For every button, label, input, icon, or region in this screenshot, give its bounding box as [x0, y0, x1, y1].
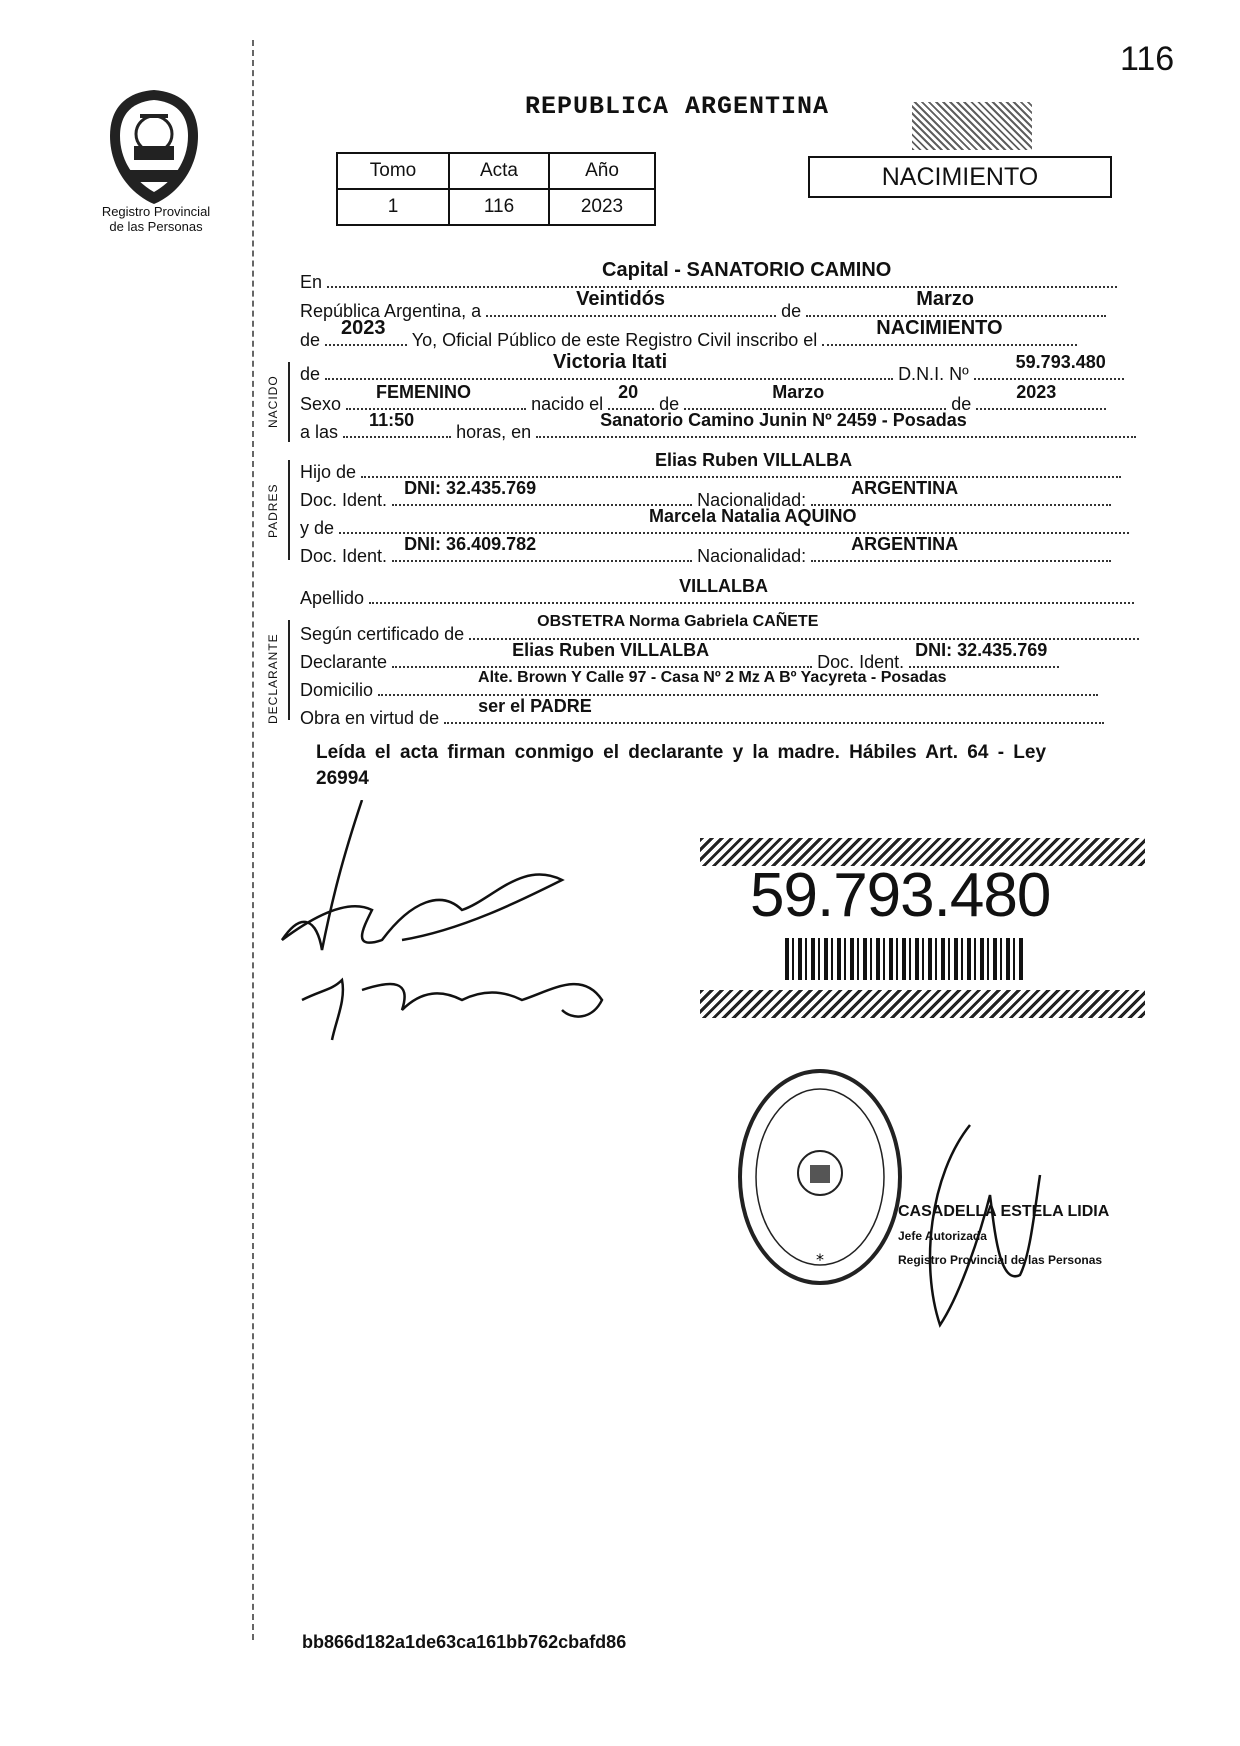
barcode	[785, 938, 1025, 980]
line-sexo: Sexo FEMENINO nacido el 20 de Marzo de 2023	[300, 390, 1106, 418]
line-father-doc: Doc. Ident. DNI: 32.435.769 Nacionalidad: ARGENTINA	[300, 486, 1111, 514]
declarant-doc: DNI: 32.435.769	[915, 640, 1048, 660]
line-obra: Obra en virtud de ser el PADRE	[300, 704, 1104, 732]
register-values-row	[337, 189, 655, 225]
line-fecha: República Argentina, a Veintidós de Marzo	[300, 297, 1106, 325]
mother-doc: DNI: 36.409.782	[404, 534, 537, 554]
ano-value: 2023	[549, 189, 655, 225]
sex-value: FEMENINO	[376, 382, 472, 402]
line-en: En Capital - SANATORIO CAMINO	[300, 268, 1117, 296]
signature-statement: Leída el acta firman conmigo el declarante y la madre. Hábiles Art. 64 - Ley 26994	[316, 742, 1047, 789]
handwritten-signatures	[262, 800, 662, 1065]
line-inscribo: de 2023 Yo, Oficial Público de este Registro Civil inscribo el NACIMIENTO	[300, 326, 1077, 354]
day-value: Veintidós	[576, 288, 666, 310]
tomo-value: 1	[337, 189, 449, 225]
margin-rule	[252, 40, 255, 1640]
dni-value: 59.793.480	[1015, 352, 1106, 372]
birth-day: 20	[618, 382, 639, 402]
official-stamp	[735, 1065, 905, 1290]
inscribo-value: NACIMIENTO	[876, 317, 1003, 339]
document-title: REPUBLICA ARGENTINA	[525, 92, 830, 121]
official-handwritten-signature	[910, 1115, 1060, 1350]
line-certificado: Según certificado de OBSTETRA Norma Gabriela CAÑETE	[300, 620, 1139, 648]
line-hijo-de: Hijo de Elias Ruben VILLALBA	[300, 458, 1121, 486]
line-y-de: y de Marcela Natalia AQUINO	[300, 514, 1129, 542]
address-value: Alte. Brown Y Calle 97 - Casa Nº 2 Mz A Bº Yacyreta - Posadas	[478, 669, 947, 686]
side-label-padres: PADRES	[266, 483, 280, 538]
register-header-row	[337, 153, 655, 189]
dni-block	[700, 838, 1145, 1018]
line-domicilio: Domicilio Alte. Brown Y Calle 97 - Casa Nº 2 Mz A Bº Yacyreta - Posadas	[300, 676, 1098, 704]
official-role: Jefe Autorizada	[898, 1229, 987, 1243]
bracket-padres	[288, 460, 296, 560]
father-doc: DNI: 32.435.769	[404, 478, 537, 498]
svg-text:*: *	[816, 1250, 824, 1269]
place-value: Capital - SANATORIO CAMINO	[602, 259, 892, 281]
page-number: 116	[1120, 40, 1175, 78]
father-nationality: ARGENTINA	[851, 478, 959, 498]
security-guilloche-mark	[912, 102, 1032, 150]
birth-time: 11:50	[369, 410, 415, 430]
bracket-nacido	[288, 362, 296, 442]
side-label-nacido: NACIDO	[266, 375, 280, 428]
provincial-shield-logo	[104, 86, 204, 208]
official-office: Registro Provincial de las Personas	[898, 1253, 1103, 1267]
side-label-declarante: DECLARANTE	[266, 633, 280, 724]
tomo-header: Tomo	[337, 153, 449, 189]
certificate-value: OBSTETRA Norma Gabriela CAÑETE	[537, 613, 819, 630]
line-hora: a las 11:50 horas, en Sanatorio Camino Junin Nº 2459 - Posadas	[300, 418, 1136, 446]
bracket-declarante	[288, 620, 296, 720]
line-mother-doc: Doc. Ident. DNI: 36.409.782 Nacionalidad: ARGENTINA	[300, 542, 1111, 570]
mother-nationality: ARGENTINA	[851, 534, 959, 554]
surname-value: VILLALBA	[679, 576, 769, 596]
dni-large-number: 59.793.480	[750, 861, 1051, 930]
month-value: Marzo	[916, 288, 974, 310]
birth-month: Marzo	[772, 382, 825, 402]
line-nombre: de Victoria Itati D.N.I. Nº 59.793.480	[300, 360, 1124, 388]
ano-header: Año	[549, 153, 655, 189]
mother-name: Marcela Natalia AQUINO	[649, 506, 857, 526]
security-band-bottom	[700, 990, 1145, 1018]
document-hash: bb866d182a1de63ca161bb762cbafd86	[302, 1632, 627, 1652]
act-type-box: NACIMIENTO	[808, 156, 1112, 198]
acta-value: 116	[449, 189, 549, 225]
capacity-value: ser el PADRE	[478, 696, 592, 716]
birth-place: Sanatorio Camino Junin Nº 2459 - Posadas	[600, 410, 967, 430]
line-apellido: Apellido VILLALBA	[300, 584, 1134, 612]
name-value: Victoria Itati	[553, 351, 668, 373]
birth-year: 2023	[1016, 382, 1057, 402]
declarant-name: Elias Ruben VILLALBA	[512, 640, 710, 660]
official-name: CASADELLA ESTELA LIDIA	[898, 1203, 1110, 1220]
logo-caption: Registro Provincial de las Personas	[101, 204, 211, 234]
year-value: 2023	[341, 317, 386, 339]
father-name: Elias Ruben VILLALBA	[655, 450, 853, 470]
register-table	[336, 152, 656, 226]
line-declarante: Declarante Elias Ruben VILLALBA Doc. Ident. DNI: 32.435.769	[300, 648, 1059, 676]
acta-header: Acta	[449, 153, 549, 189]
